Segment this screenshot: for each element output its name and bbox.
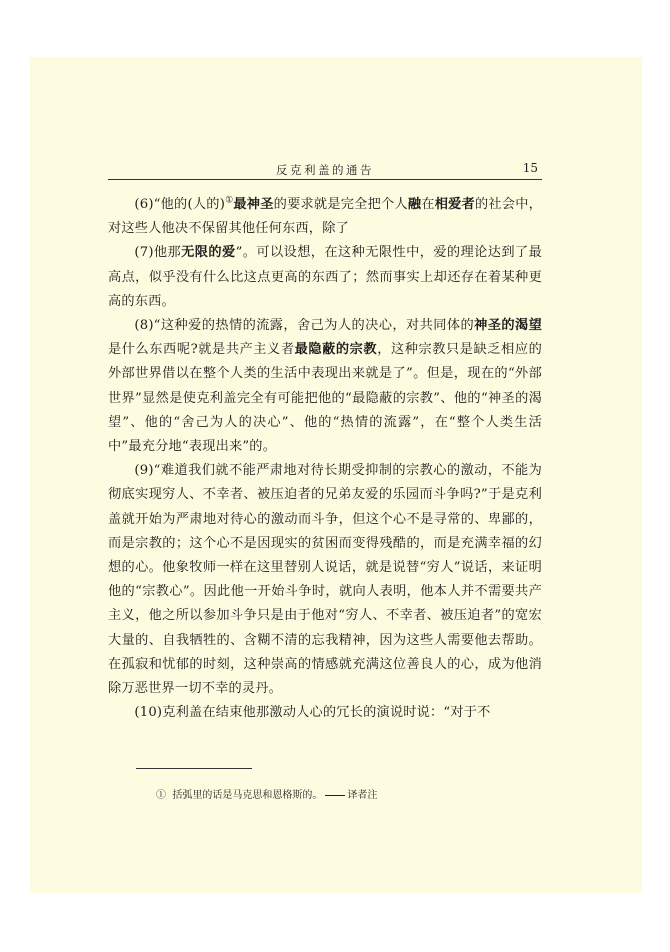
page-number: 15 — [522, 161, 538, 175]
footnote-credit: 译者注 — [347, 790, 378, 801]
paragraph-6 — [108, 193, 542, 241]
text-run: 的社会中，对这些人他决不保留其他任何东西，除了 — [108, 197, 543, 237]
paragraph-10: (10)克利盖在结束他那激动人心的冗长的演说时说：“对于不 — [134, 705, 491, 721]
emphasis: 无限的爱 — [181, 245, 236, 261]
text-run: 是什么东西呢?就是共产主义者 — [108, 342, 295, 358]
footnote-rule — [136, 768, 252, 769]
footnote-ref: ① — [225, 195, 234, 206]
text-run: (7)他那 — [134, 245, 182, 261]
running-title: 反克利盖的通告 — [276, 163, 374, 177]
text-run: ”。可以设想，在这种无限性中，爱的理论达到了最高点，似乎没有什么比这点更高的东西了；然而事实上却还存在着某种更高的东西。 — [108, 245, 542, 309]
text-run: ，这种宗教只是缺乏相应的外部世界借以在整个人类的生活中表现出来就是了”。但是，现在的“外部世界”显然是使克利盖完全有可能把他的“最隐蔽的宗教”、他的“神圣的渴望”、他的“舍己为人的决心”、他的“热情的流露”，在“整个人类生活中”最充分地“表现出来”的。 — [108, 342, 542, 455]
text-run: 在 — [421, 197, 435, 212]
emphasis: 相爱者 — [434, 197, 475, 212]
footnote-mark: ① — [156, 790, 166, 801]
emphasis: 最神圣 — [233, 197, 274, 212]
paragraph-7 — [108, 241, 542, 314]
footnote — [156, 786, 377, 801]
text-run: 的要求就是完全把个人 — [273, 197, 408, 212]
body-text — [108, 193, 542, 725]
emphasis: 融 — [407, 197, 422, 212]
page-header — [108, 157, 542, 180]
text-run: (8)“这种爱的热情的流露，舍己为人的决心，对共同体的 — [134, 318, 475, 334]
paragraph-9: (9)“难道我们就不能严肃地对待长期受抑制的宗教心的激动，不能为彻底实现穷人、不幸者、被压迫者的兄弟友爱的乐园而斗争吗?”于是克利盖就开始为严肃地对待心的激动而斗争，但这个心不是寻常的、卑鄙的，而是宗教的；这个心不是因现实的贫困而变得残酷的，而是充满幸福的幻想的心。他象牧师一样在这里替别人说话，就是说替“穷人”说话，来证明他的“宗教心”。因此他一开始斗争时，就向人表明，他本人并不需要共产主义，他之所以参加斗争只是由于他对“穷人、不幸者、被压迫者”的宽宏大量的、自我牺牲的、含糊不清的忘我精神，因为这些人需要他去帮助。在孤寂和忧郁的时刻，这种崇高的情感就充满这位善良人的心，成为他消除万恶世界一切不幸的灵丹。 — [108, 463, 542, 697]
emphasis: 神圣的渴望 — [474, 318, 542, 334]
text-run: (6)“他的(人的) — [134, 197, 226, 212]
emphasis: 最隐蔽的宗教 — [294, 342, 378, 358]
footnote-text: 括弧里的话是马克思和恩格斯的。 — [172, 790, 323, 801]
paragraph-8 — [108, 314, 542, 459]
dash-divider — [325, 795, 345, 796]
